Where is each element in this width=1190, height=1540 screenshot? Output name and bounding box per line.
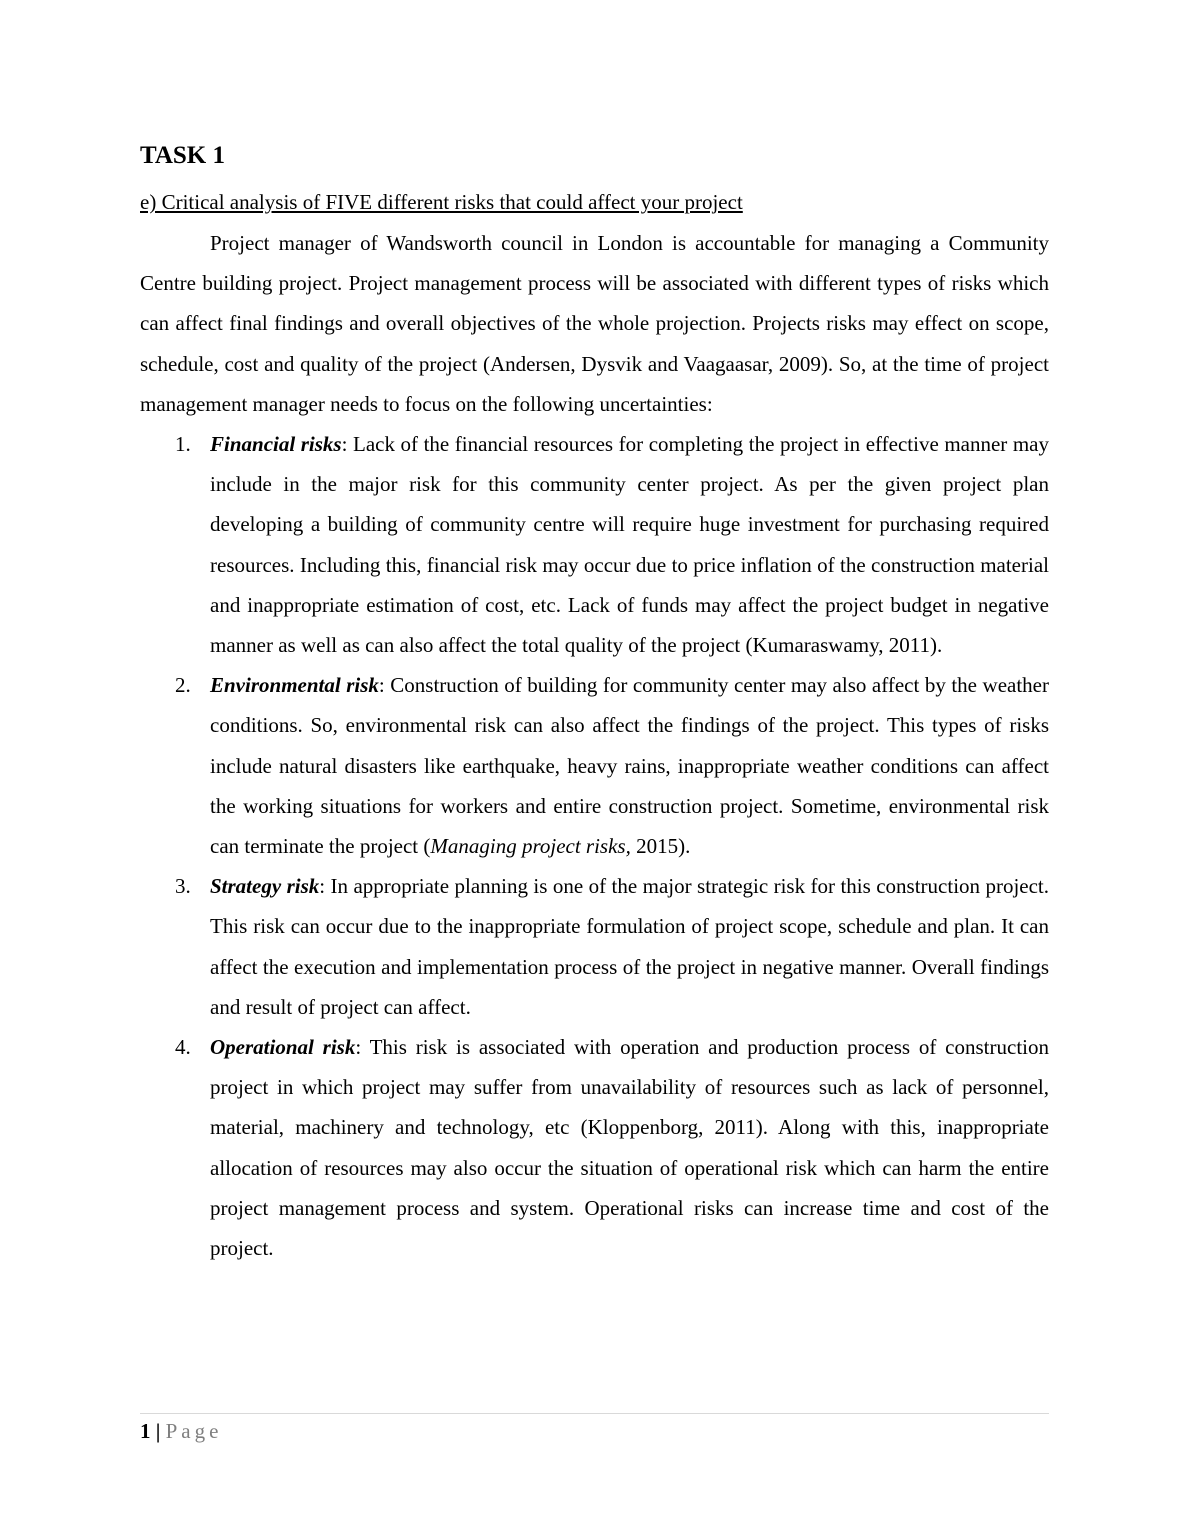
list-number: 4. xyxy=(175,1035,191,1060)
intro-paragraph: Project manager of Wandsworth council in London is accountable for managing a Community Centre building project. Project management process will be associated with different types of risks which can affect final findings and overall objectives of the whole projection. Projects risks may effect on scope, schedule, cost and quality of the project (Andersen, Dysvik and Vaagaasar, 2009). So, at the time of project management manager needs to focus on the following uncertainties: xyxy=(140,231,1049,416)
page-number: 1 xyxy=(140,1419,151,1443)
citation-title: Managing project risks, xyxy=(430,834,631,859)
list-number: 2. xyxy=(175,673,191,698)
page-label: Page xyxy=(165,1419,223,1443)
footer-separator: | xyxy=(155,1419,161,1443)
risk-description: : This risk is associated with operation and production process of construction project in which project may suffer from unavailability of resources such as lack of personnel, material, machinery and technology, etc (Kloppenborg, 2011). Along with this, inappropriate allocation of resources may also occur the situation of operational risk which can harm the entire project management process and system. Operational risks can increase time and cost of the project. xyxy=(210,1035,1049,1261)
list-number: 1. xyxy=(175,432,191,457)
list-item xyxy=(140,1027,1049,1268)
list-item xyxy=(140,866,1049,1027)
risk-term: Environmental risk xyxy=(210,673,379,698)
page-footer xyxy=(140,1417,222,1445)
risk-description: : In appropriate planning is one of the major strategic risk for this construction project. This risk can occur due to the inappropriate formulation of project scope, schedule and plan. It can affect the execution and implementation process of the project in negative manner. Overall findings and result of project can affect. xyxy=(210,874,1050,1019)
citation-year: 2015). xyxy=(630,834,691,859)
risk-description: : Construction of building for community center may also affect by the weather conditions. So, environmental risk can also affect the findings of the project. This types of risks include natural disasters like earthquake, heavy rains, inappropriate weather conditions can affect the working situations for workers and entire construction project. Sometime, environmental risk can terminate the project ( xyxy=(210,673,1049,859)
risk-term: Financial risks xyxy=(210,432,342,457)
risk-list xyxy=(140,424,1049,1268)
list-number: 3. xyxy=(175,874,191,899)
document-page xyxy=(140,140,1049,1268)
risk-term: Operational risk xyxy=(210,1035,356,1060)
risk-description: : Lack of the financial resources for completing the project in effective manner may include in the major risk for this community center project. As per the given project plan developing a building of community centre will require huge investment for purchasing required resources. Including this, financial risk may occur due to price inflation of the construction material and inappropriate estimation of cost, etc. Lack of funds may affect the project budget in negative manner as well as can also affect the total quality of the project (Kumaraswamy, 2011). xyxy=(210,432,1049,658)
list-item xyxy=(140,424,1049,665)
task-heading: TASK 1 xyxy=(140,142,225,169)
section-subheading: e) Critical analysis of FIVE different risks that could affect your project xyxy=(140,190,743,214)
footer-divider xyxy=(140,1413,1049,1414)
risk-term: Strategy risk xyxy=(210,874,320,899)
list-item xyxy=(140,665,1049,866)
